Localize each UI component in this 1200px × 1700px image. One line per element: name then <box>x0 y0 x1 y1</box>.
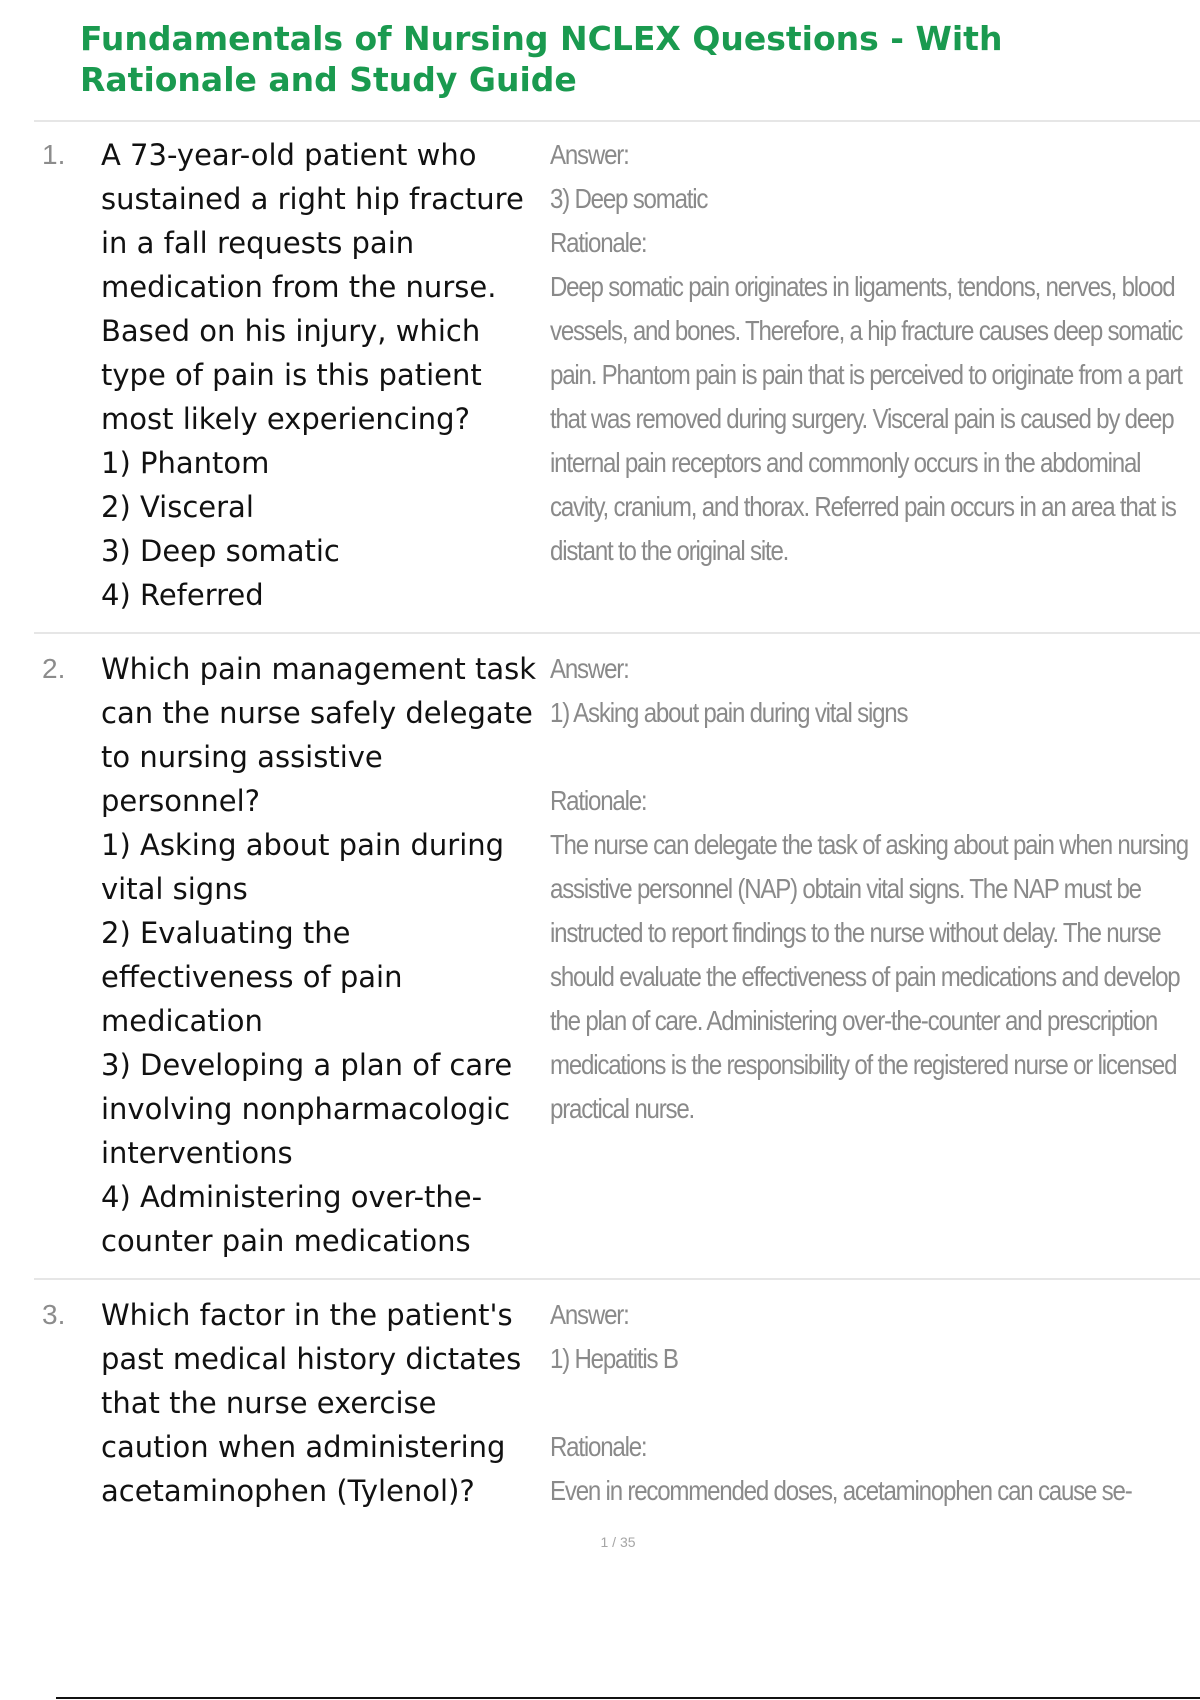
question-body <box>101 1293 541 1513</box>
question-text: Which factor in the patient's past medical history dictates that the nurse exercise caution when administering acetaminophen (Tylenol)? <box>101 1298 522 1508</box>
answer-block <box>550 1293 1190 1513</box>
rationale-label: Rationale: <box>550 1431 647 1462</box>
question-option: 2) Visceral <box>101 490 254 524</box>
question-number: 2. <box>42 653 66 684</box>
question-option: 1) Phantom <box>101 446 270 480</box>
question-option: 3) Deep somatic <box>101 534 340 568</box>
question-body <box>101 133 541 617</box>
answer-value: 1) Hepatitis B <box>550 1343 678 1374</box>
section-divider <box>34 632 1200 634</box>
question-option: 4) Administering over-the-counter pain medications <box>101 1180 483 1258</box>
answer-label: Answer: <box>550 653 629 684</box>
question-body <box>101 647 541 1263</box>
section-divider <box>34 120 1200 122</box>
footer-rule <box>56 1697 1200 1699</box>
answer-block <box>550 647 1190 1131</box>
rationale-text: Even in recommended doses, acetaminophen can cause se- <box>550 1475 1132 1506</box>
answer-block <box>550 133 1190 573</box>
answer-spacer <box>550 1381 1190 1425</box>
rationale-text: Deep somatic pain originates in ligaments, tendons, nerves, blood vessels, and bones. Therefore, a hip fracture causes deep somatic pain. Phantom pain is pain that is perceived to originate from a part that was removed during surgery. Visceral pain is caused by deep internal pain receptors and commonly occurs in the abdominal cavity, cranium, and thorax. Referred pain occurs in an area that is distant to the original site. <box>550 271 1183 566</box>
answer-label: Answer: <box>550 1299 629 1330</box>
rationale-label: Rationale: <box>550 785 647 816</box>
answer-spacer <box>550 735 1190 779</box>
question-number: 3. <box>42 1299 66 1330</box>
question-number: 1. <box>42 139 66 170</box>
answer-value: 3) Deep somatic <box>550 183 708 214</box>
question-text: Which pain management task can the nurse safely delegate to nursing assistive personnel? <box>101 652 537 818</box>
question-text: A 73-year-old patient who sustained a right hip fracture in a fall requests pain medication from the nurse. Based on his injury, which type of pain is this patient most likely experiencing? <box>101 138 524 436</box>
answer-value: 1) Asking about pain during vital signs <box>550 697 908 728</box>
question-option: 1) Asking about pain during vital signs <box>101 828 505 906</box>
page-title: Fundamentals of Nursing NCLEX Questions - With Rationale and Study Guide <box>80 19 1003 99</box>
rationale-label: Rationale: <box>550 227 647 258</box>
question-option: 3) Developing a plan of care involving nonpharmacologic interventions <box>101 1048 513 1170</box>
rationale-text: The nurse can delegate the task of asking about pain when nursing assistive personnel (NAP) obtain vital signs. The NAP must be instructed to report findings to the nurse without delay. The nurse should evaluate the effectiveness of pain medications and develop the plan of care. Administering over-the-counter and prescription medications is the responsibility of the registered nurse or licensed practical nurse. <box>550 829 1188 1124</box>
page-number: 1 / 35 <box>600 1534 636 1550</box>
section-divider <box>34 1278 1200 1280</box>
answer-label: Answer: <box>550 139 629 170</box>
question-option: 2) Evaluating the effectiveness of pain medication <box>101 916 403 1038</box>
question-option: 4) Referred <box>101 578 264 612</box>
